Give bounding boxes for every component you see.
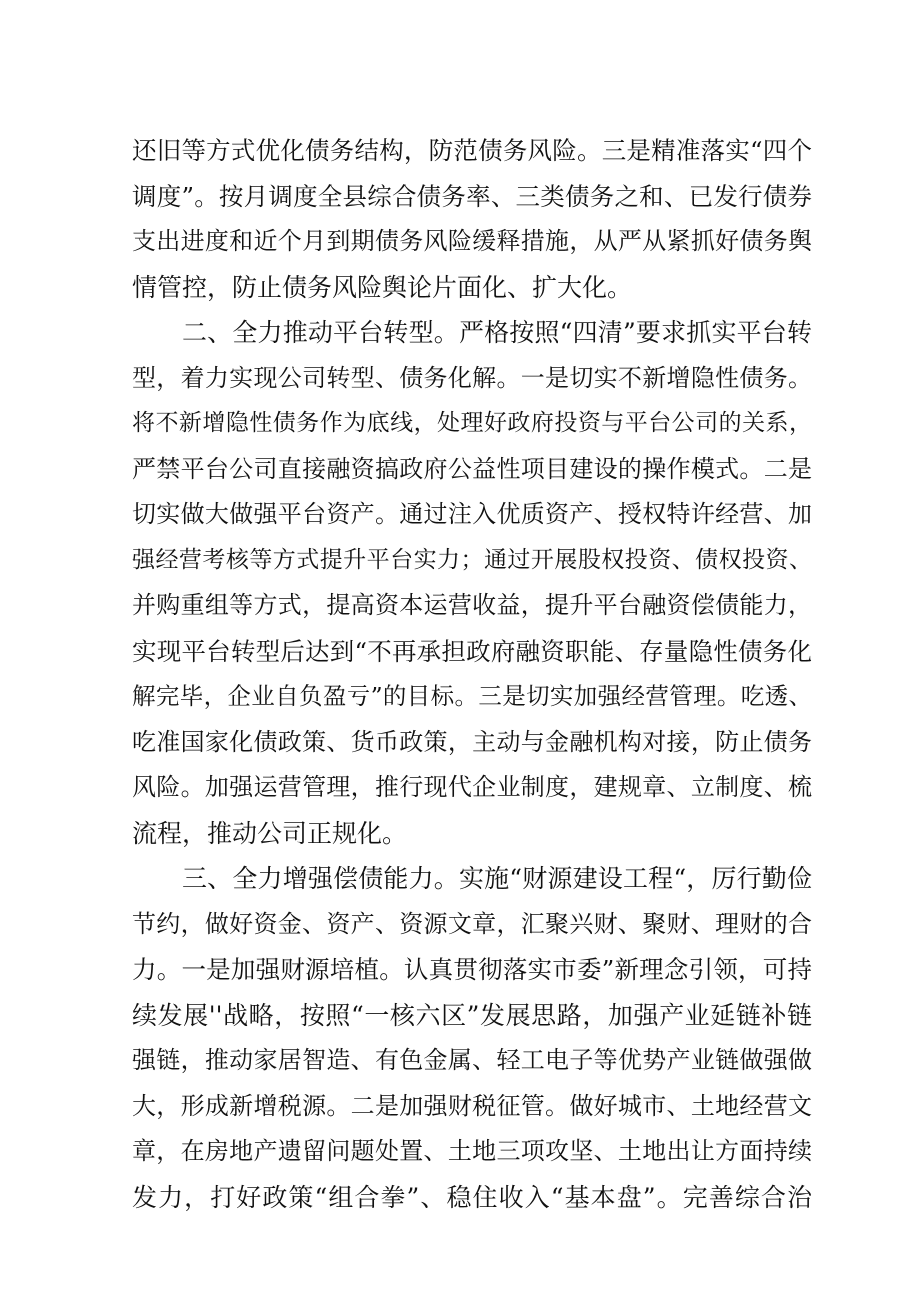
text-line: 切实做大做强平台资产。通过注入优质资产、授权特许经营、加: [132, 500, 812, 528]
section-heading-line: 二、全力推动平台转型。严格按照“四清”要求抓实平台转: [182, 318, 812, 347]
text-line: 实现平台转型后达到“不再承担政府融资职能、存量隐性债务化: [132, 636, 812, 666]
section-heading-line: 三、全力增强偿债能力。实施“财源建设工程“，厉行勤俭: [182, 864, 812, 893]
text-line: 章，在房地产遗留问题处置、土地三项攻坚、土地出让方面持续: [132, 1137, 812, 1165]
text-line: 还旧等方式优化债务结构，防范债务风险。三是精准落实“四个: [132, 136, 812, 165]
text-line: 风险。加强运营管理，推行现代企业制度，建规章、立制度、梳: [132, 773, 812, 801]
text-line: 情管控，防止债务风险舆论片面化、扩大化。: [132, 272, 633, 302]
text-line: 吃准国家化债政策、货币政策，主动与金融机构对接，防止债务: [132, 727, 812, 756]
text-line: 发力，打好政策“组合拳”、稳住收入“基本盘”。完善综合治: [132, 1182, 812, 1212]
text-line: 型，着力实现公司转型、债务化解。一是切实不新增隐性债务。: [132, 363, 812, 392]
text-line: 节约，做好资金、资产、资源文章，汇聚兴财、聚财、理财的合: [132, 909, 812, 938]
text-line: 严禁平台公司直接融资搞政府公益性项目建设的操作模式。二是: [132, 454, 812, 483]
text-line: 将不新增隐性债务作为底线，处理好政府投资与平台公司的关系，: [132, 410, 812, 436]
text-line: 强经营考核等方式提升平台实力；通过开展股权投资、债权投资、: [132, 546, 812, 573]
text-line: 并购重组等方式，提高资本运营收益，提升平台融资偿债能力，: [132, 591, 812, 619]
text-line: 强链，推动家居智造、有色金属、轻工电子等优势产业链做强做: [132, 1046, 812, 1074]
text-line: 流程，推动公司正规化。: [132, 818, 408, 848]
text-line: 调度”。按月调度全县综合债务率、三类债务之和、已发行债券: [132, 181, 812, 211]
text-line: 解完毕，企业自负盈亏”的目标。三是切实加强经营管理。吃透、: [132, 682, 812, 710]
text-line: 续发展''战略，按照“一核六区”发展思路，加强产业延链补链: [132, 1000, 812, 1030]
text-line: 力。一是加强财源培植。认真贯彻落实市委”新理念引领，可持: [132, 955, 812, 984]
text-line: 大，形成新增税源。二是加强财税征管。做好城市、土地经营文: [132, 1091, 812, 1120]
text-line: 支出进度和近个月到期债务风险缓释措施，从严从紧抓好债务舆: [132, 227, 812, 255]
document-body: [132, 128, 812, 1220]
